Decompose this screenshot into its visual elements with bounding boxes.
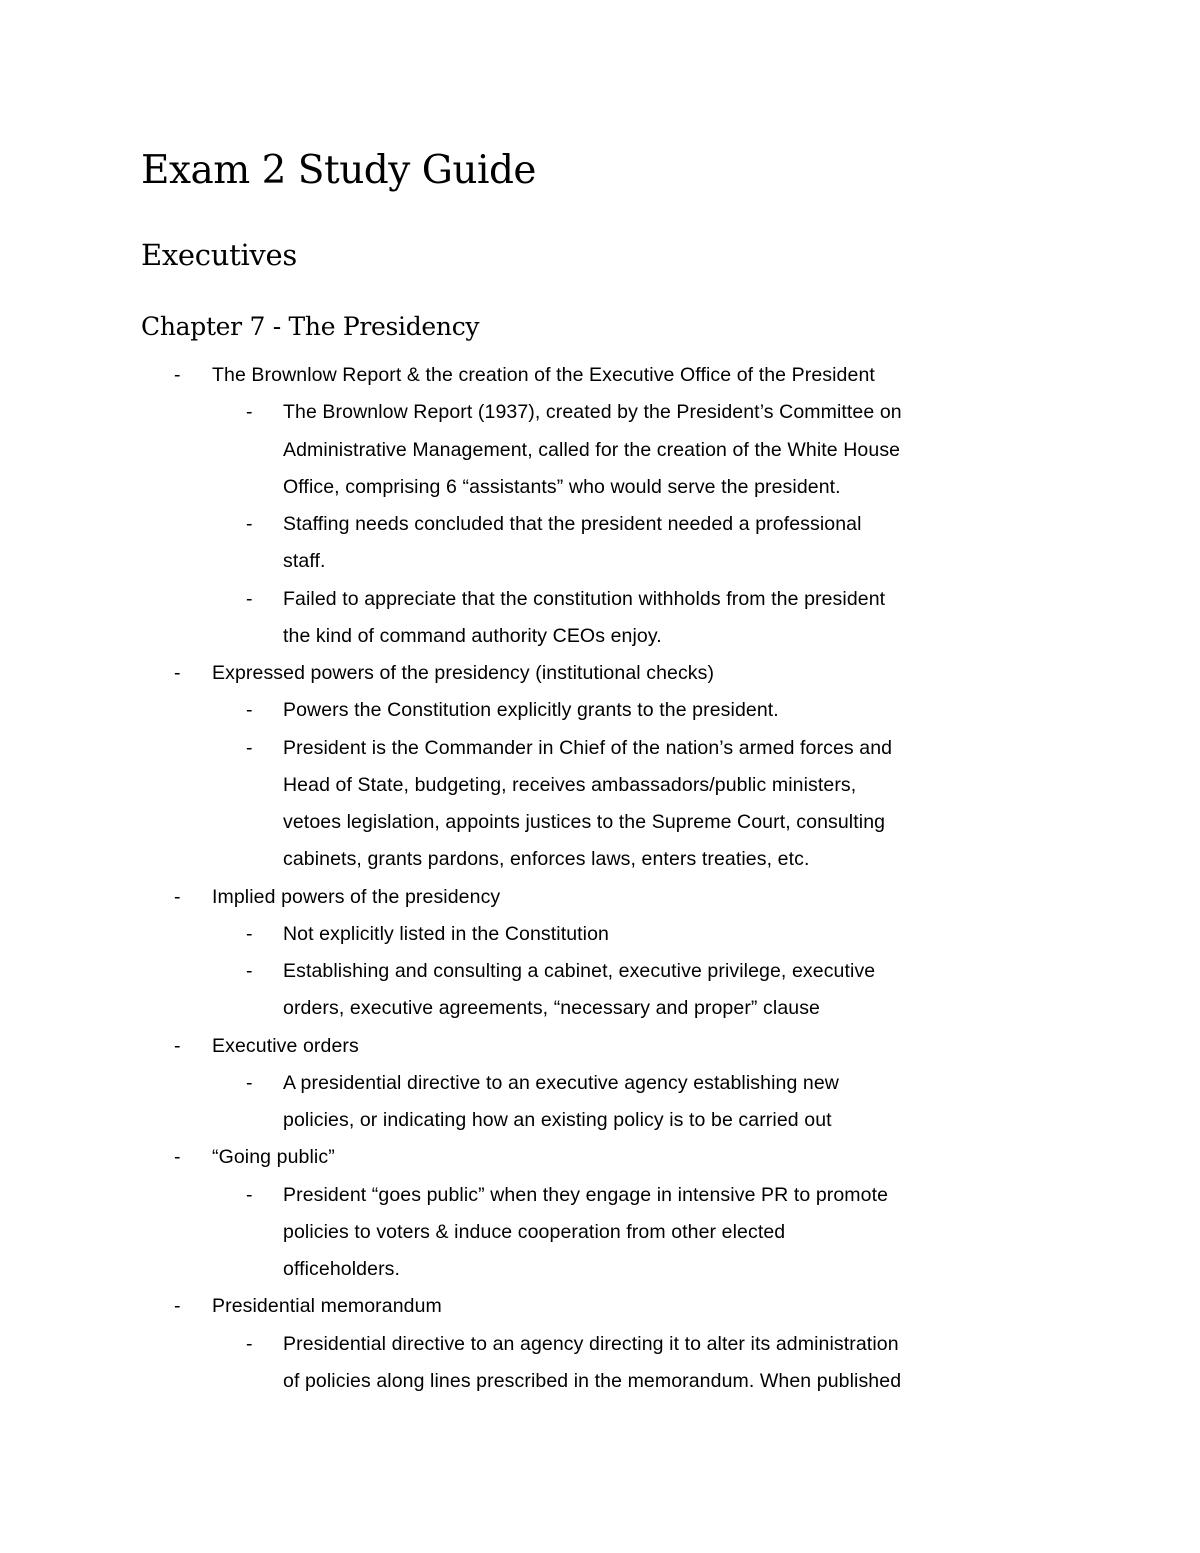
outline-text: Presidential directive to an agency directing it to alter its administration <box>283 1332 899 1355</box>
outline-text: cabinets, grants pardons, enforces laws, enters treaties, etc. <box>283 848 810 871</box>
outline-text: officeholders. <box>283 1258 401 1280</box>
outline-text: orders, executive agreements, “necessary and proper” clause <box>283 997 820 1020</box>
outline-text: policies, or indicating how an existing policy is to be carried out <box>283 1109 832 1131</box>
outline-text: A presidential directive to an executive agency establishing new <box>283 1071 839 1094</box>
outline-text: “Going public” <box>212 1146 335 1169</box>
bullet-dash: - <box>174 662 181 684</box>
bullet-dash: - <box>246 699 253 722</box>
outline-text: Failed to appreciate that the constitution withholds from the president <box>283 587 886 610</box>
bullet-dash: - <box>246 1071 253 1094</box>
outline-text: Powers the Constitution explicitly grants to the president. <box>283 699 779 722</box>
bullet-dash: - <box>246 736 253 759</box>
outline-text: Administrative Management, called for the creation of the White House <box>283 438 901 461</box>
outline-text: Staffing needs concluded that the president needed a professional <box>283 513 862 535</box>
bullet-dash: - <box>246 513 253 535</box>
outline-text: the kind of command authority CEOs enjoy. <box>283 624 662 647</box>
outline-text: Not explicitly listed in the Constitution <box>283 922 610 945</box>
bullet-dash: - <box>174 1146 181 1169</box>
outline-text: Executive orders <box>212 1034 359 1057</box>
bullet-dash: - <box>246 587 253 610</box>
outline-text: staff. <box>283 550 326 573</box>
outline-text: The Brownlow Report (1937), created by the President’s Committee on <box>283 401 902 424</box>
outline-text: President is the Commander in Chief of the nation’s armed forces and <box>283 736 893 759</box>
outline-text: The Brownlow Report & the creation of the Executive Office of the President <box>212 364 875 386</box>
bullet-dash: - <box>246 922 253 945</box>
bullet-dash: - <box>174 1295 181 1318</box>
bullet-dash: - <box>246 1183 253 1206</box>
bullet-dash: - <box>246 1332 253 1355</box>
outline-text: Head of State, budgeting, receives ambassadors/public ministers, <box>283 773 857 796</box>
outline-text: vetoes legislation, appoints justices to the Supreme Court, consulting <box>283 811 886 833</box>
outline-text: Establishing and consulting a cabinet, executive privilege, executive <box>283 960 876 982</box>
bullet-dash: - <box>174 1034 181 1057</box>
outline-text: Expressed powers of the presidency (institutional checks) <box>212 662 715 684</box>
bullet-dash: - <box>174 885 181 908</box>
section-heading: Executives <box>141 238 297 272</box>
bullet-dash: - <box>174 364 181 386</box>
outline-text: of policies along lines prescribed in the memorandum. When published <box>283 1369 902 1392</box>
outline-text: policies to voters & induce cooperation from other elected <box>283 1220 786 1243</box>
bullet-dash: - <box>246 960 253 982</box>
outline-text: Implied powers of the presidency <box>212 885 501 908</box>
bullet-dash: - <box>246 401 253 424</box>
outline-text: Office, comprising 6 “assistants” who would serve the president. <box>283 475 841 498</box>
chapter-heading: Chapter 7 - The Presidency <box>141 312 480 341</box>
outline-text: President “goes public” when they engage in intensive PR to promote <box>283 1183 889 1206</box>
outline-text: Presidential memorandum <box>212 1295 442 1318</box>
document-title: Exam 2 Study Guide <box>141 148 536 193</box>
